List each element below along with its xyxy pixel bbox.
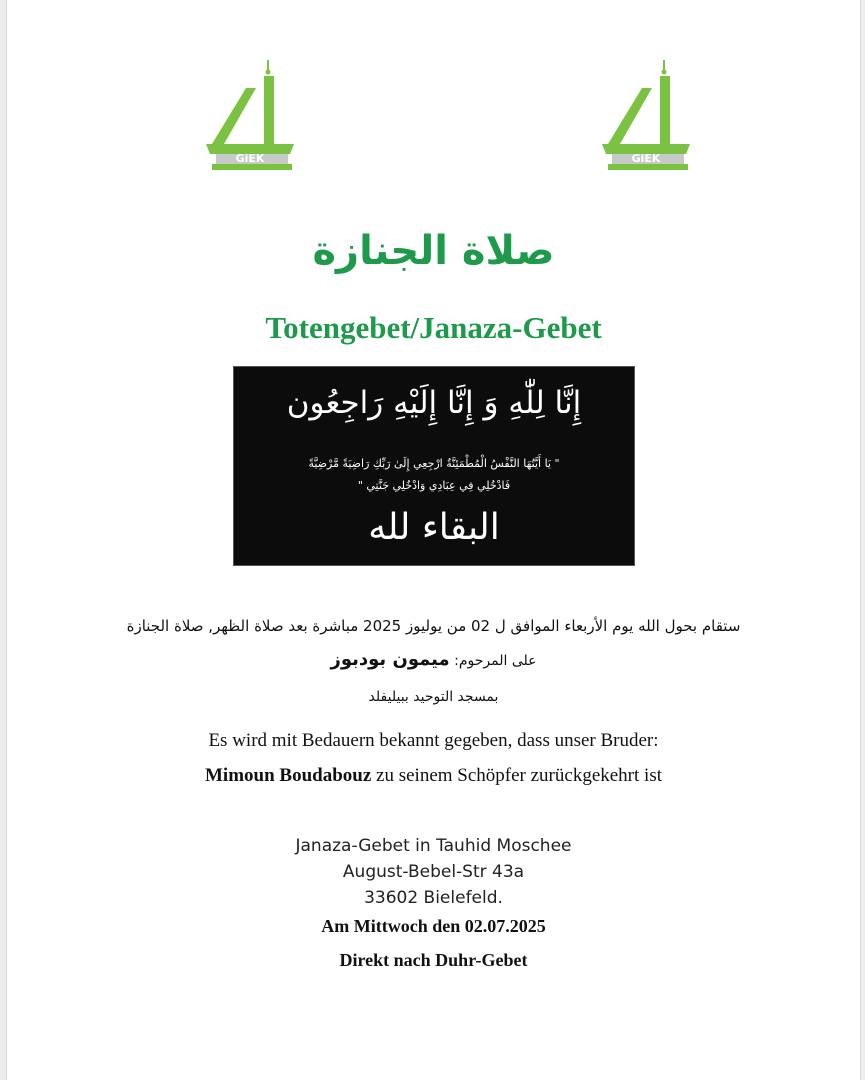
arabic-deceased: [7, 649, 860, 670]
prayer-time: Direkt nach Duhr-Gebet: [339, 950, 528, 970]
german-deceased-rest: zu seinem Schöpfer zurückgekehrt ist: [371, 765, 662, 786]
banner-verse-line-2: فَادْخُلِي فِي عِبَادِي وَادْخُلِي جَنَّتِي ": [357, 479, 511, 492]
german-deceased-name: Mimoun Boudabouz: [204, 765, 372, 786]
prayer-date: Am Mittwoch den 02.07.2025: [321, 916, 546, 936]
arabic-deceased-prefix: على المرحوم:: [454, 653, 537, 669]
giek-logo-right: [598, 58, 694, 176]
logo-text: GiEK: [235, 152, 265, 165]
address-line-3: 33602 Bielefeld.: [364, 888, 503, 908]
title-german: Totengebet/Janaza-Gebet: [265, 310, 602, 345]
announcement-page: [6, 0, 861, 1080]
banner-verse-main: إِنَّا لِلّٰهِ وَ إِنَّا إِلَيْهِ رَاجِعُون: [286, 385, 582, 421]
address-line-1: Janaza-Gebet in Tauhid Moschee: [295, 836, 572, 856]
banner-quran-verse: [234, 453, 634, 497]
condolence-banner: [233, 366, 635, 566]
logo-text: GiEK: [631, 152, 661, 165]
address-line-2: August-Bebel-Str 43a: [342, 862, 525, 882]
banner-verse-line-1: " يَا أَيَّتُهَا النَّفْسُ الْمُطْمَئِنَّةُ ارْجِعِي إِلَىٰ رَبِّكِ رَاضِيَةً مَّرْضِيَّةً: [308, 457, 560, 470]
arabic-mosque: بمسجد التوحيد ببيليفلد: [368, 689, 499, 705]
german-announcement: Es wird mit Bedauern bekannt gegeben, dass unser Bruder:: [208, 730, 659, 751]
german-deceased: [7, 765, 860, 787]
arabic-deceased-name: ميمون بودبوز: [330, 649, 450, 670]
giek-logo-left: [202, 58, 298, 176]
banner-baqa-lillah: البقاء لله: [368, 507, 500, 548]
arabic-announcement: ستقام بحول الله يوم الأربعاء الموافق ل 02 من يوليوز 2025 مباشرة بعد صلاة الظهر, صلاة الجنازة: [126, 617, 741, 635]
title-arabic: صلاة الجنازة: [312, 228, 555, 274]
